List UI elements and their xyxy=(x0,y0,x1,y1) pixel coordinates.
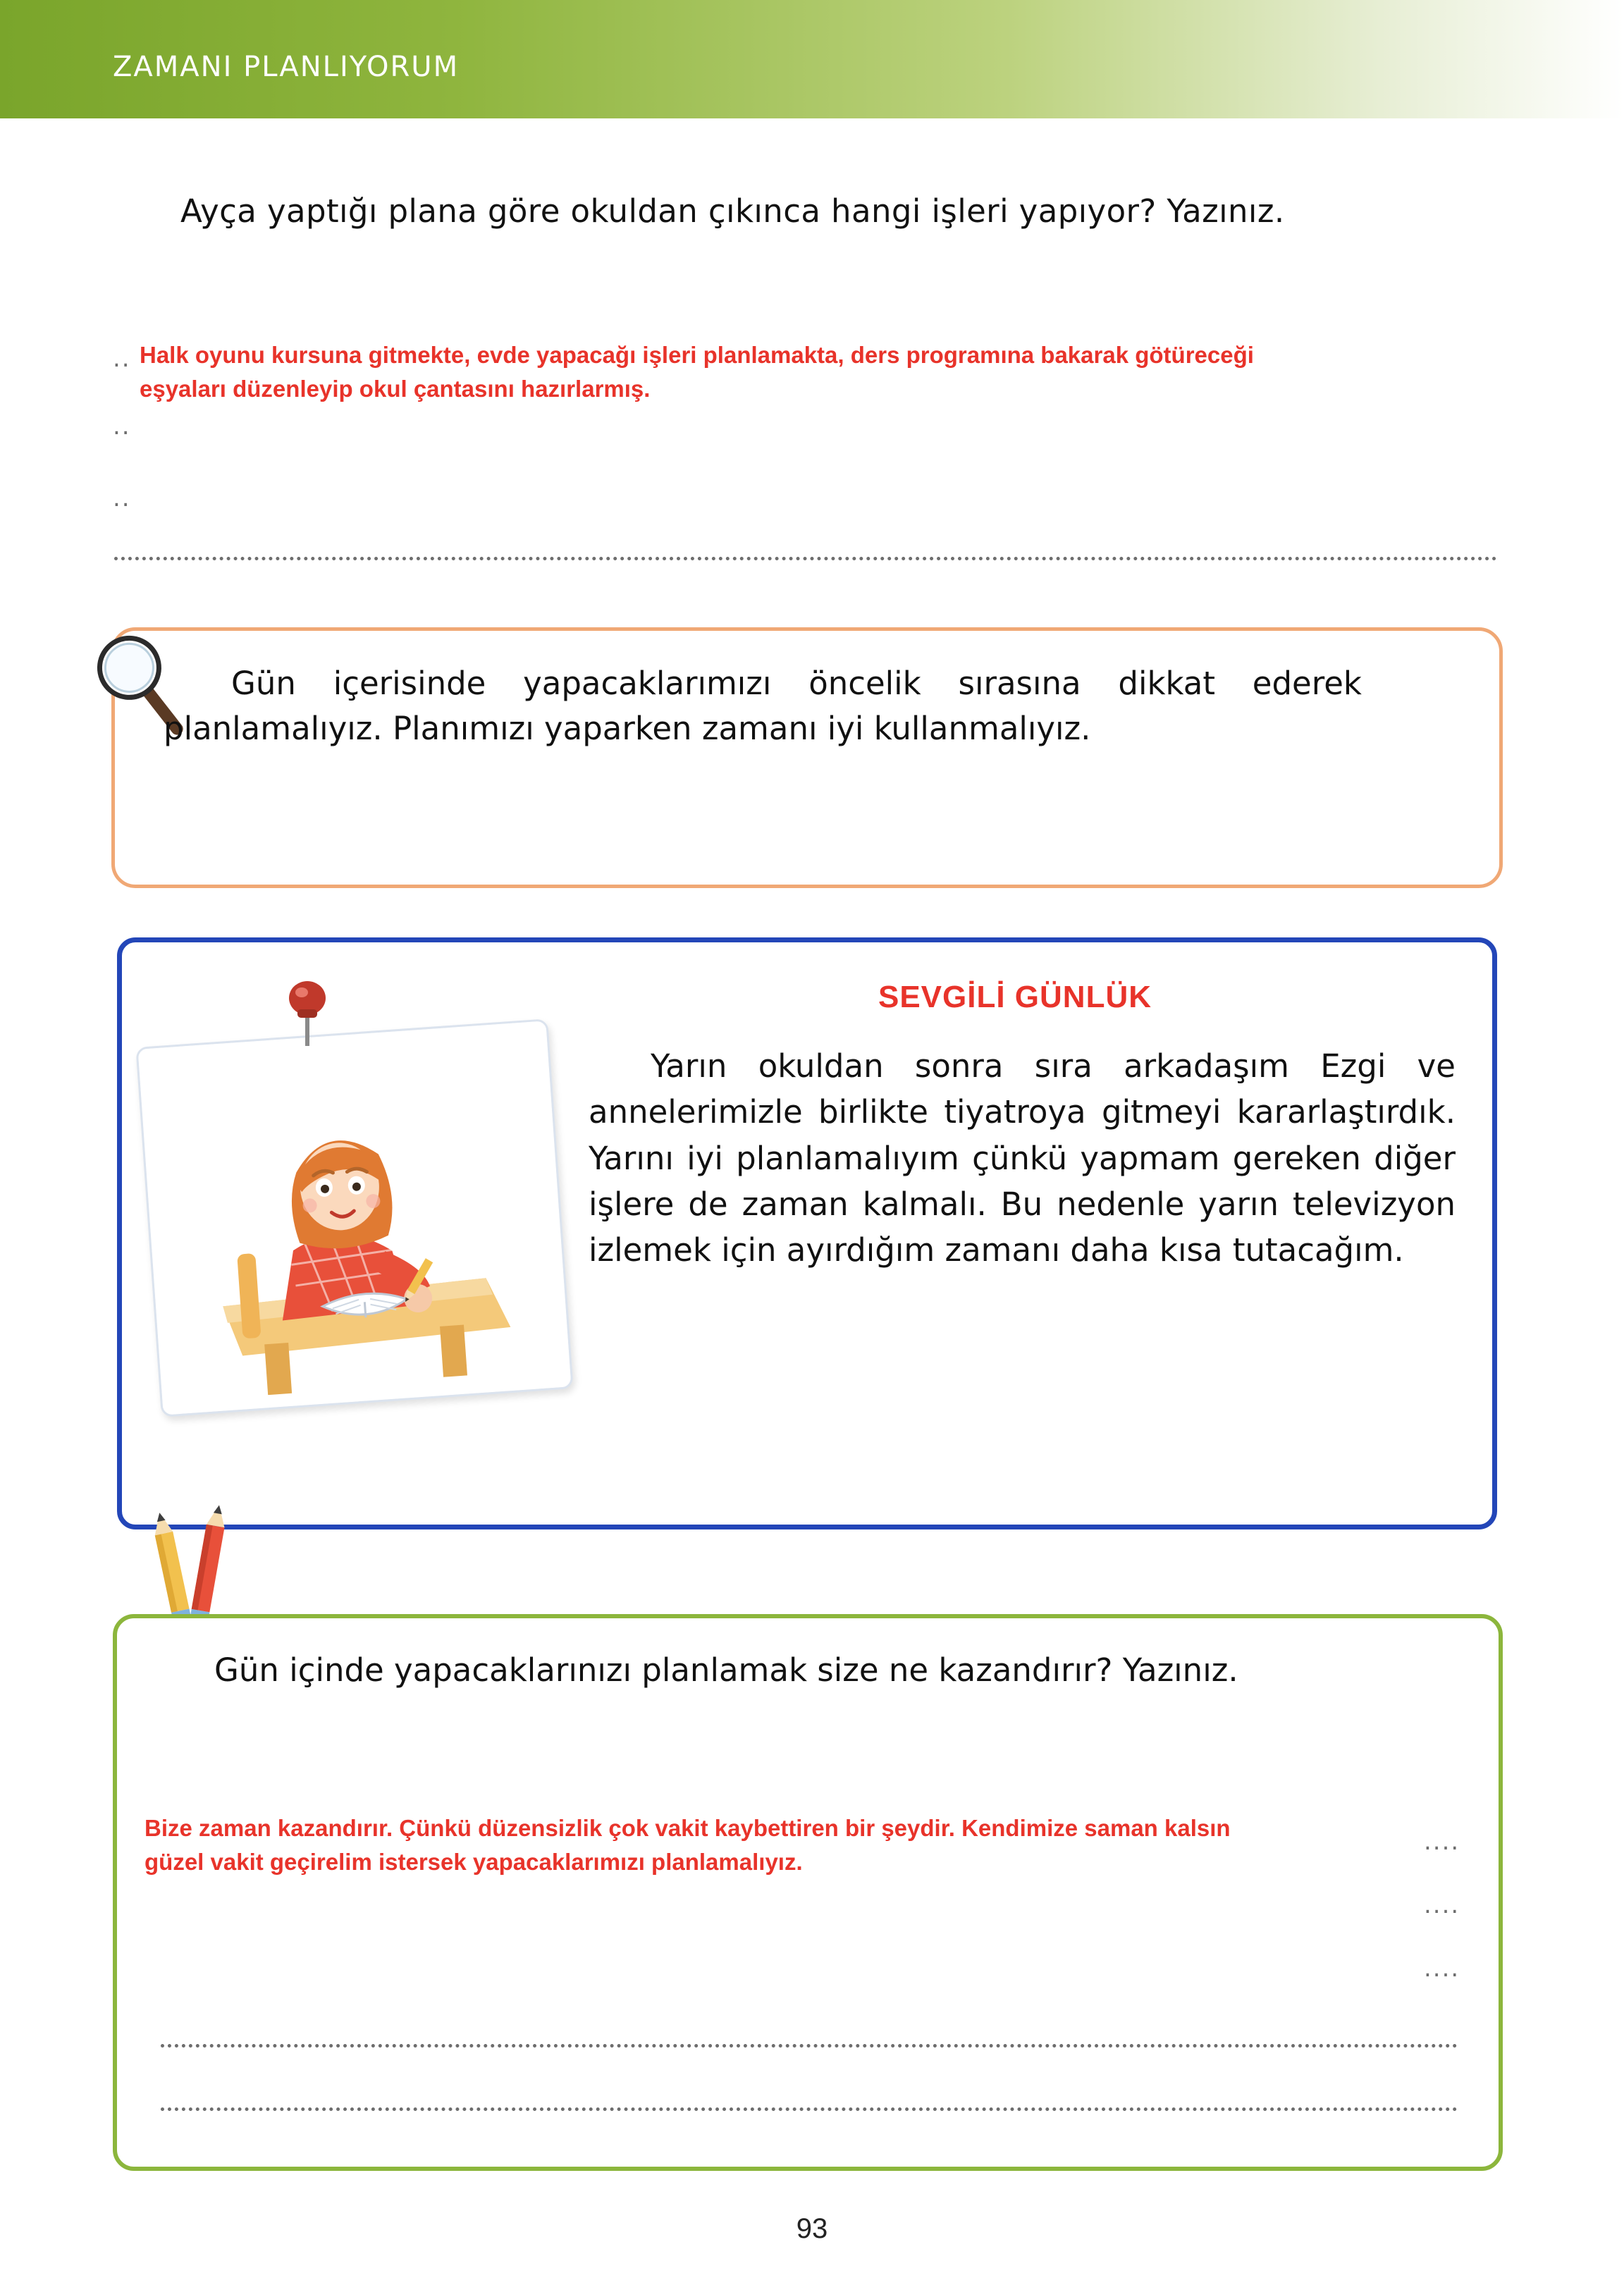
writing-dots-mark: .. xyxy=(113,345,131,373)
question-1-text: Ayça yaptığı plana göre okuldan çıkınca hangi işleri yapıyor? Yazınız. xyxy=(180,192,1285,230)
writing-dots-mark: .... xyxy=(1424,1891,1460,1919)
writing-line[interactable] xyxy=(161,2044,1458,2048)
pencils-icon xyxy=(144,1501,243,1628)
question-2-answer[interactable]: Bize zaman kazandırır. Çünkü düzensizlik çok vakit kaybettiren bir şeydir. Kendimize saman kalsın güzel vakit geçirelim istersek yapacaklarımızı planlamalıyız. xyxy=(144,1815,1231,1875)
diary-title: SEVGİLİ GÜNLÜK xyxy=(878,980,1152,1014)
question-2-box xyxy=(113,1614,1503,2171)
page-title: ZAMANI PLANLIYORUM xyxy=(113,51,460,83)
writing-line[interactable] xyxy=(114,557,1497,560)
question-2-text: Gün içinde yapacaklarınızı planlamak size ne kazandırır? Yazınız. xyxy=(214,1651,1238,1689)
push-pin-icon xyxy=(282,973,333,1050)
writing-dots-mark: .... xyxy=(1424,1828,1460,1856)
writing-dots-mark: .. xyxy=(113,484,131,512)
diary-text: Yarın okuldan sonra sıra arkadaşım Ezgi ve annelerimizle birlikte tiyatroya gitmeyi kararlaştırdık. Yarını iyi planlamalıyım çünkü yapmam gereken diğer işlere de zaman kalmalı. Bu nedenle yarın televizyon izlemek için ayırdığım zamanı daha kısa tutacağım. xyxy=(589,1047,1456,1269)
page-number: 93 xyxy=(796,2213,828,2244)
diary-photo xyxy=(135,1018,573,1417)
girl-writing-at-desk-illustration xyxy=(138,1021,572,1415)
question-1-answer[interactable]: Halk oyunu kursuna gitmekte, evde yapacağı işleri planlamakta, ders programına bakarak götüreceği eşyaları düzenleyip okul çantasını hazırlarmış. xyxy=(140,342,1254,402)
writing-dots-mark: .... xyxy=(1424,1954,1460,1983)
writing-line[interactable] xyxy=(161,2107,1458,2111)
writing-dots-mark: .. xyxy=(113,412,131,441)
info-callout-text: Gün içerisinde yapacaklarımızı öncelik sırasına dikkat ederek planlamalıyız. Planımızı yaparken zamanı iyi kullanmalıyız. xyxy=(164,665,1362,747)
